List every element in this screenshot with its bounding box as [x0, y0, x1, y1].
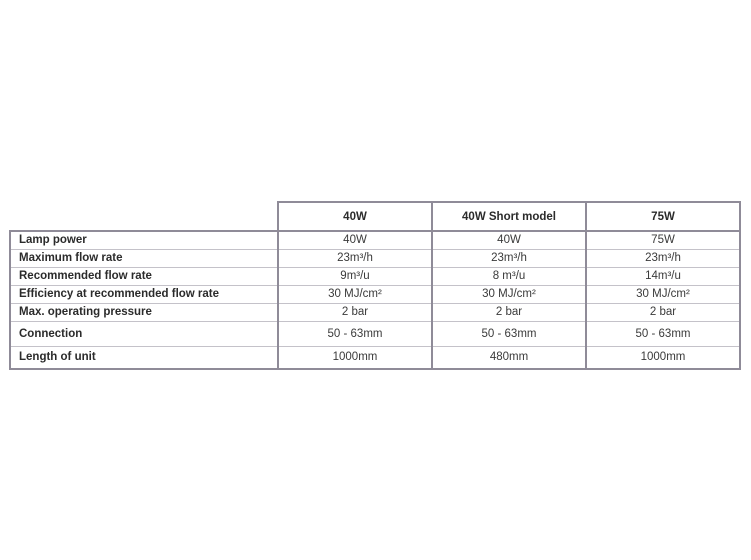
spec-table — [9, 201, 741, 370]
table-row — [10, 286, 740, 304]
header-75w: 75W — [586, 202, 740, 231]
cell-value: 50 - 63mm — [432, 322, 586, 347]
table-row — [10, 268, 740, 286]
cell-value: 480mm — [432, 347, 586, 370]
header-40w-short: 40W Short model — [432, 202, 586, 231]
table-row — [10, 322, 740, 347]
header-40w: 40W — [278, 202, 432, 231]
cell-value: 14m³/u — [586, 268, 740, 286]
cell-value: 23m³/h — [432, 250, 586, 268]
cell-value: 23m³/h — [278, 250, 432, 268]
table-row — [10, 250, 740, 268]
header-corner — [10, 202, 278, 231]
cell-value: 30 MJ/cm² — [278, 286, 432, 304]
cell-value: 50 - 63mm — [586, 322, 740, 347]
table-row — [10, 304, 740, 322]
row-label-lamp-power: Lamp power — [10, 231, 278, 250]
cell-value: 40W — [432, 231, 586, 250]
row-label-recommended-flow-rate: Recommended flow rate — [10, 268, 278, 286]
cell-value: 2 bar — [586, 304, 740, 322]
cell-value: 1000mm — [278, 347, 432, 370]
cell-value: 8 m³/u — [432, 268, 586, 286]
cell-value: 30 MJ/cm² — [586, 286, 740, 304]
table-row — [10, 347, 740, 370]
cell-value: 40W — [278, 231, 432, 250]
cell-value: 2 bar — [432, 304, 586, 322]
cell-value: 75W — [586, 231, 740, 250]
row-label-max-pressure: Max. operating pressure — [10, 304, 278, 322]
cell-value: 9m³/u — [278, 268, 432, 286]
row-label-connection: Connection — [10, 322, 278, 347]
cell-value: 30 MJ/cm² — [432, 286, 586, 304]
cell-value: 50 - 63mm — [278, 322, 432, 347]
row-label-efficiency: Efficiency at recommended flow rate — [10, 286, 278, 304]
header-row — [10, 202, 740, 231]
cell-value: 23m³/h — [586, 250, 740, 268]
table-row — [10, 231, 740, 250]
row-label-max-flow-rate: Maximum flow rate — [10, 250, 278, 268]
cell-value: 1000mm — [586, 347, 740, 370]
cell-value: 2 bar — [278, 304, 432, 322]
row-label-length: Length of unit — [10, 347, 278, 370]
